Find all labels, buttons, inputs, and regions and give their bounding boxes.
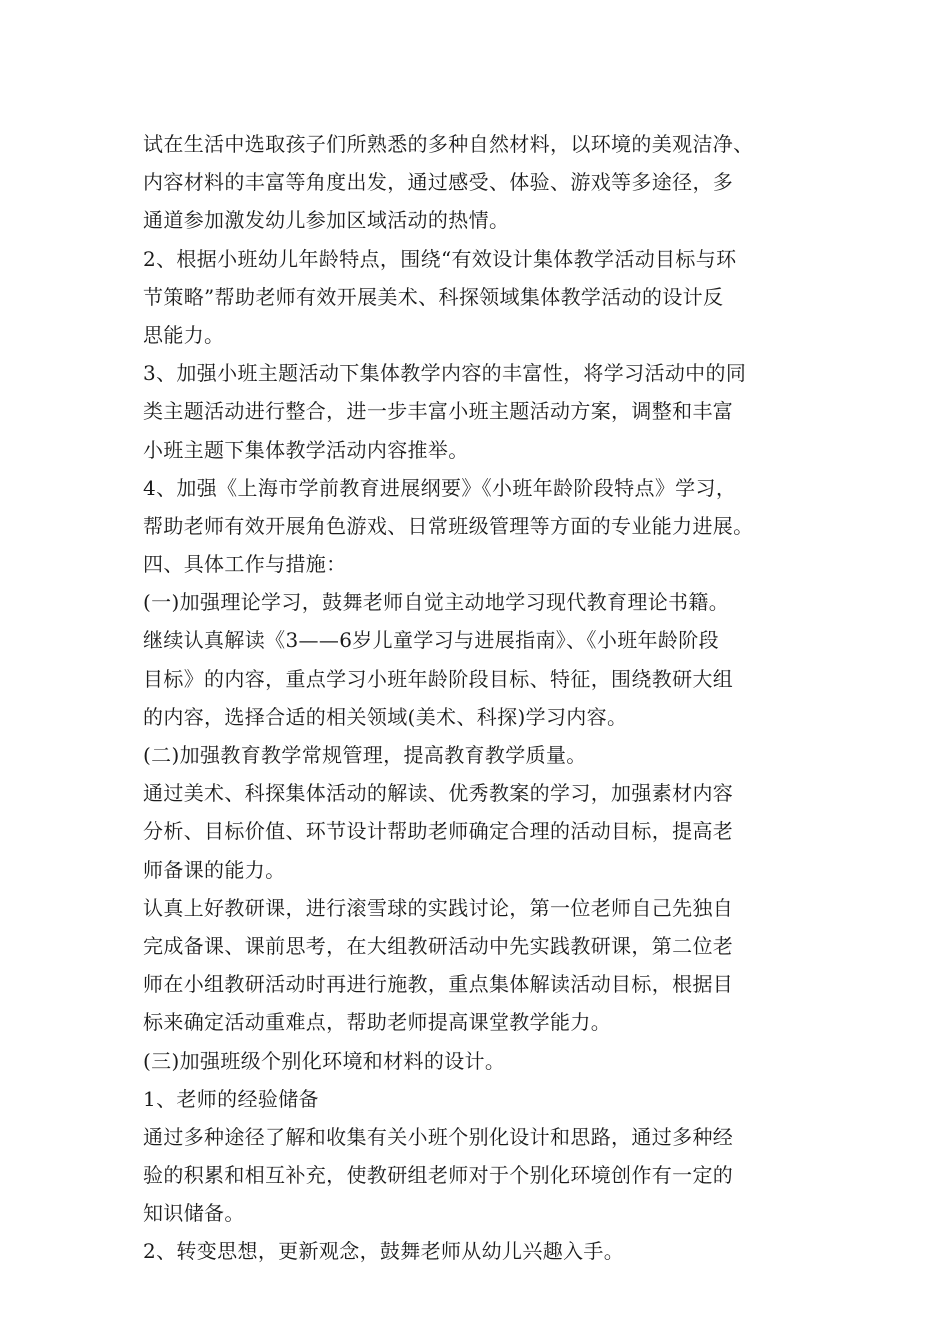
text-line: 分析、目标价值、环节设计帮助老师确定合理的活动目标，提高老 — [143, 819, 734, 844]
text-line: 的内容，选择合适的相关领域(美术、科探)学习内容。 — [143, 704, 628, 729]
text-line: 3、加强小班主题活动下集体教学内容的丰富性，将学习活动中的同 — [143, 361, 747, 386]
subsection-heading: (二)加强教育教学常规管理，提高教育教学质量。 — [143, 743, 587, 767]
text-line: 知识储备。 — [143, 1201, 245, 1226]
text-line: 帮助老师有效开展角色游戏、日常班级管理等方面的专业能力进展。 — [143, 513, 754, 538]
text-line: 师备课的能力。 — [143, 857, 286, 882]
text-line: 继续认真解读《3——6岁儿童学习与进展指南》、《小班年龄阶段 — [143, 628, 719, 653]
text-line: 师在小组教研活动时再进行施教，重点集体解读活动目标，根据目 — [143, 972, 734, 997]
text-line: 认真上好教研课，进行滚雪球的实践讨论，第一位老师自己先独自 — [143, 895, 734, 920]
text-line: 4、加强《上海市学前教育进展纲要》《小班年龄阶段特点》学习， — [143, 475, 737, 500]
subsection-heading: (三)加强班级个别化环境和材料的设计。 — [143, 1048, 506, 1073]
text-line: 2、根据小班幼儿年龄特点，围绕“有效设计集体教学活动目标与环 — [143, 246, 737, 271]
text-line: 节策略”帮助老师有效开展美术、科探领域集体教学活动的设计反 — [143, 284, 724, 309]
section-heading: 四、具体工作与措施： — [143, 552, 347, 577]
text-line: 思能力。 — [143, 322, 225, 347]
text-line: 试在生活中选取孩子们所熟悉的多种自然材料，以环境的美观洁净、 — [143, 132, 754, 156]
text-line: 通道参加激发幼儿参加区域活动的热情。 — [143, 208, 510, 233]
text-line: 类主题活动进行整合，进一步丰富小班主题活动方案，调整和丰富 — [143, 399, 734, 424]
subsection-heading: (一)加强理论学习，鼓舞老师自觉主动地学习现代教育理论书籍。 — [143, 590, 730, 615]
text-line: 1、老师的经验储备 — [143, 1086, 319, 1111]
text-line: 验的积累和相互补充，使教研组老师对于个别化环境创作有一定的 — [143, 1163, 734, 1188]
text-line: 完成备课、课前思考，在大组教研活动中先实践教研课，第二位老 — [143, 933, 734, 958]
text-line: 目标》的内容，重点学习小班年龄阶段目标、特征，围绕教研大组 — [143, 666, 734, 691]
text-line: 通过美术、科探集体活动的解读、优秀教案的学习，加强素材内容 — [143, 781, 734, 806]
text-line: 2、转变思想，更新观念，鼓舞老师从幼儿兴趣入手。 — [143, 1239, 625, 1264]
text-line: 通过多种途径了解和收集有关小班个别化设计和思路，通过多种经 — [143, 1124, 734, 1149]
text-line: 小班主题下集体教学活动内容推举。 — [143, 437, 469, 462]
text-line: 内容材料的丰富等角度出发，通过感受、体验、游戏等多途径，多 — [143, 170, 734, 195]
text-line: 标来确定活动重难点，帮助老师提高课堂教学能力。 — [143, 1010, 612, 1035]
document-body — [143, 125, 813, 1271]
